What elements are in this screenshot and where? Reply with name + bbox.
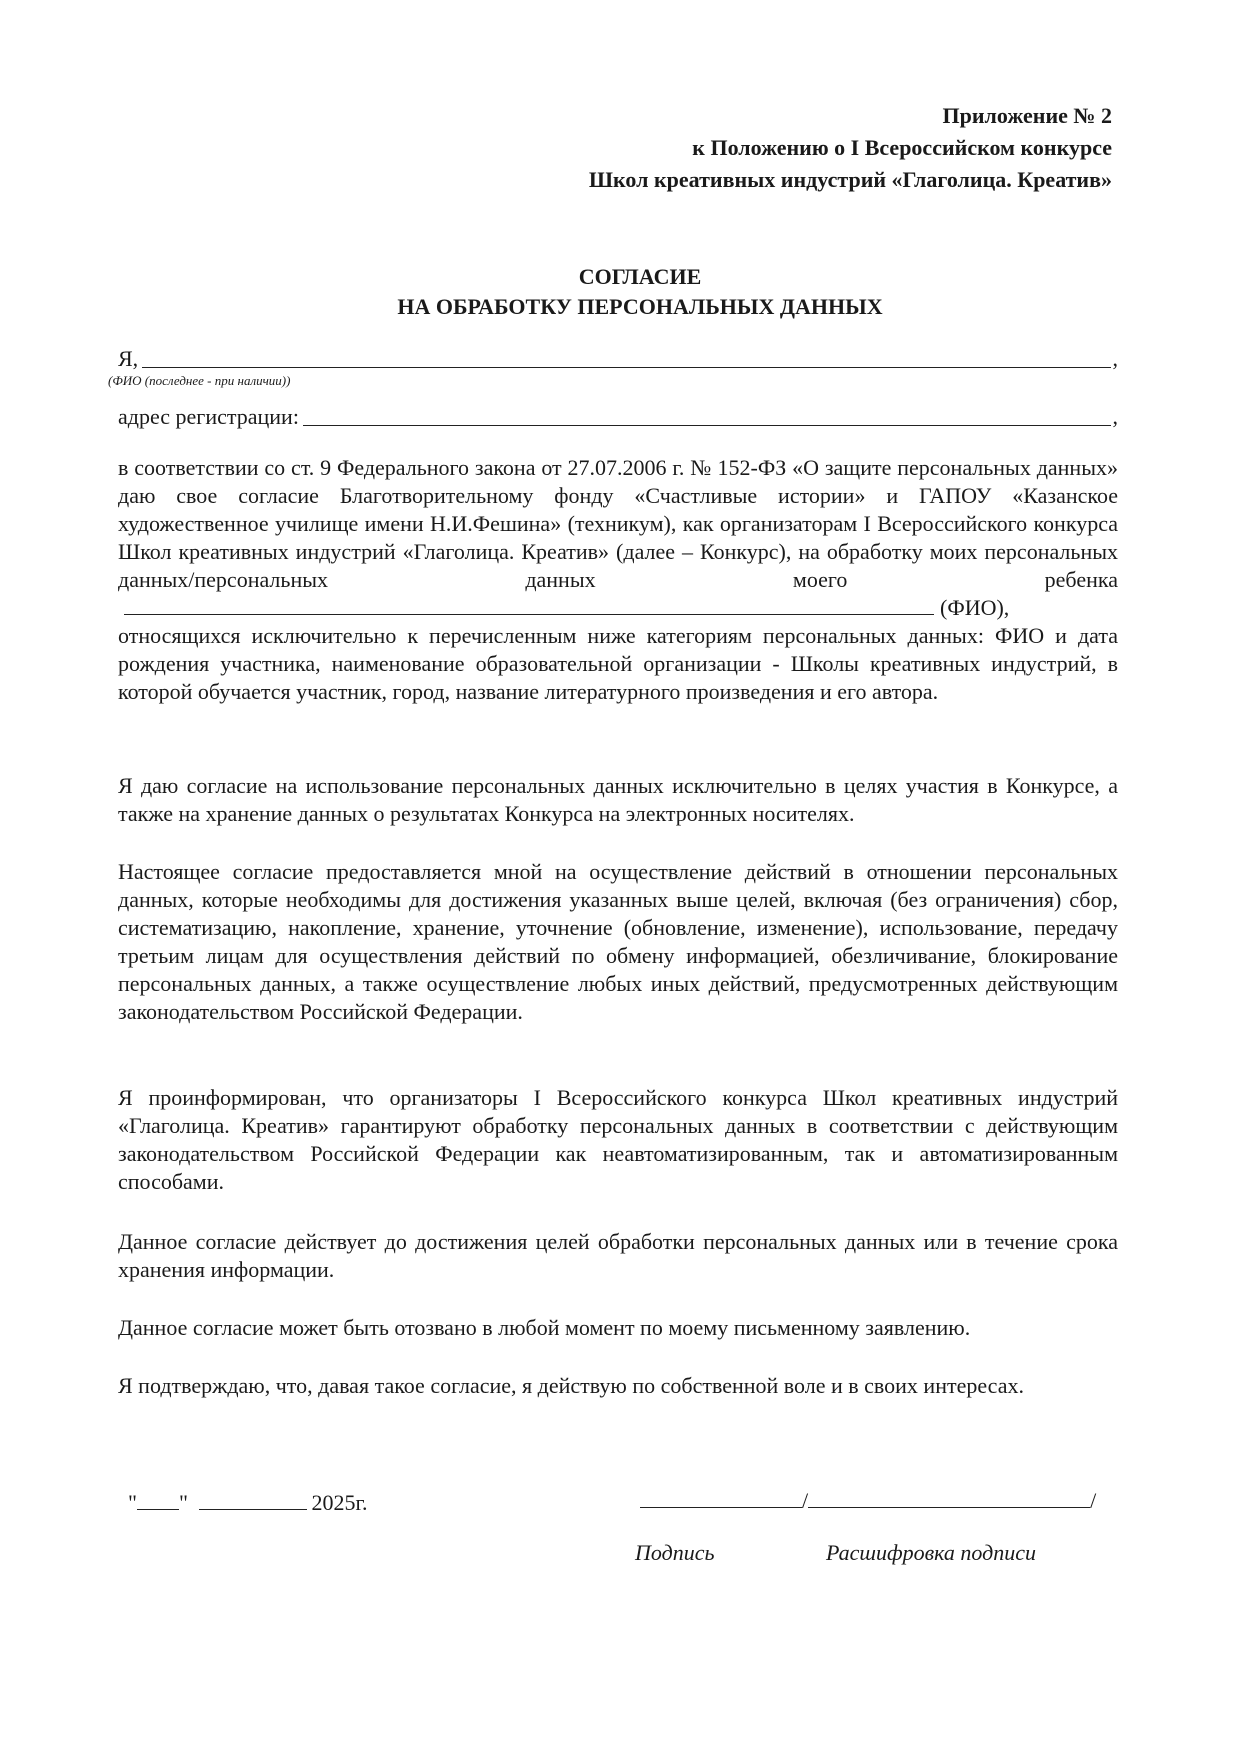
- title-line-1: СОГЛАСИЕ: [578, 264, 702, 289]
- title-line-2: НА ОБРАБОТКУ ПЕРСОНАЛЬНЫХ ДАННЫХ: [397, 294, 883, 319]
- appendix-number: Приложение № 2: [942, 103, 1112, 128]
- month-blank-line[interactable]: [199, 1493, 307, 1510]
- signature-blank-line[interactable]: [640, 1491, 802, 1508]
- appendix-regulation: к Положению о I Всероссийском конкурсе: [692, 135, 1112, 160]
- paragraph-usage: Я даю согласие на использование персональных данных исключительно в целях участия в Конкурсе, а также на хранение данных о результатах Конкурса на электронных носителях.: [118, 773, 1118, 826]
- paragraph-revocation: Данное согласие может быть отозвано в любой момент по моему письменному заявлению.: [118, 1315, 971, 1340]
- paragraph-consent-basis: [118, 454, 1118, 706]
- appendix-header: [589, 100, 1112, 196]
- fio-hint: (ФИО (последнее - при наличии)): [108, 373, 291, 388]
- paragraph-confirmation: Я подтверждаю, что, давая такое согласие, я действую по собственной воле и в своих интересах.: [118, 1373, 1024, 1398]
- year-label: 2025г.: [311, 1490, 368, 1515]
- paragraph-actions: Настоящее согласие предоставляется мной на осуществление действий в отношении персональных данных, которые необходимы для достижения указанных выше целей, включая (без ограничения) сбор, систематизацию, накопление, хранение, уточнение (обновление, изменение), использование, передачу третьим лицам для осуществления действий по обмену информацией, обезличивание, блокирование персональных данных, а также осуществление любых иных действий, предусмотренных действующим законодательством Российской Федерации.: [118, 859, 1118, 1024]
- appendix-contest: Школ креативных индустрий «Глаголица. Креатив»: [588, 167, 1112, 192]
- address-field-row: [118, 404, 1118, 430]
- slash-1: /: [802, 1488, 809, 1513]
- paragraph-1-end: (ФИО), относящихся исключительно к перечисленным ниже категориям персональных данных: ФИО и дата рождения участника, наименование образовательной организации - Школы креативных индустрий, в которой обучается участник, город, название литературного произведения и его автора.: [118, 595, 1118, 704]
- fio-prefix: Я,: [118, 346, 139, 371]
- paragraph-validity: Данное согласие действует до достижения целей обработки персональных данных или в течение срока хранения информации.: [118, 1229, 1118, 1282]
- child-fio-blank-line[interactable]: [124, 596, 934, 615]
- paragraph-1-start: в соответствии со ст. 9 Федерального закона от 27.07.2006 г. № 152-ФЗ «О защите персональных данных» даю свое согласие Благотворительному фонду «Счастливые истории» и ГАПОУ «Казанское художественное училище имени Н.И.Фешина» (техникум), как организаторам I Всероссийского конкурса Школ креативных индустрий «Глаголица. Креатив» (далее – Конкурс), на обработку моих персональных данных/персональных данных моего ребенка: [118, 455, 1118, 592]
- address-blank-line[interactable]: [303, 405, 1111, 426]
- address-comma: ,: [1112, 404, 1118, 429]
- signature-row: [640, 1488, 1096, 1514]
- quote-open: ": [128, 1490, 137, 1515]
- date-row: [128, 1490, 368, 1516]
- signature-caption: Подпись: [635, 1540, 715, 1565]
- paragraph-informed: Я проинформирован, что организаторы I Всероссийского конкурса Школ креативных индустрий «Глаголица. Креатив» гарантируют обработку персональных данных в соответствии с действующим законодательством Российской Федерации как неавтоматизированным, так и автоматизированным способами.: [118, 1085, 1118, 1194]
- fio-comma: ,: [1112, 346, 1118, 371]
- slash-2: /: [1090, 1488, 1097, 1513]
- decode-caption: Расшифровка подписи: [826, 1540, 1036, 1565]
- decode-blank-line[interactable]: [808, 1491, 1090, 1508]
- document-title: [0, 262, 1240, 322]
- fio-blank-line[interactable]: [142, 347, 1110, 368]
- quote-close: ": [178, 1490, 188, 1515]
- fio-field-row: [118, 346, 1118, 372]
- address-label: адрес регистрации:: [118, 404, 299, 429]
- day-blank-line[interactable]: [137, 1493, 179, 1510]
